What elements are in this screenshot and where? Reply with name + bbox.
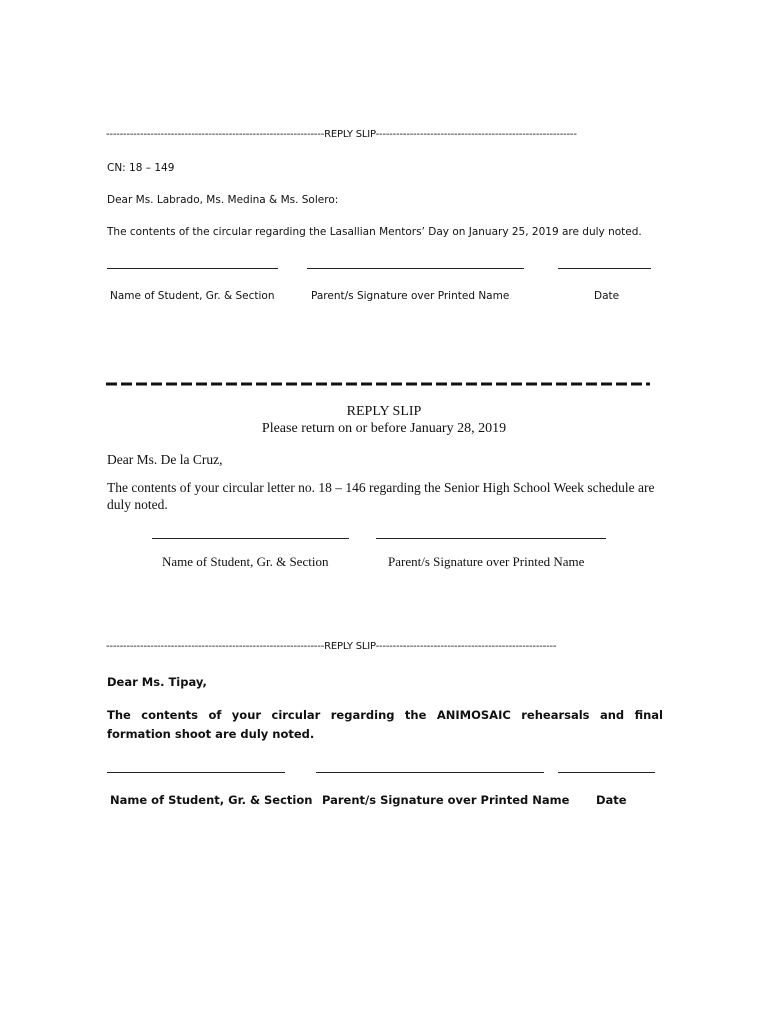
reply-slip-2-salutation: Dear Ms. De la Cruz, [107,452,223,467]
reply-slip-2-body: The contents of your circular letter no. 18 – 146 regarding the Senior High School Week schedule are duly noted. [107,480,655,512]
student-signature-line [152,538,349,539]
reply-slip-1-body: The contents of the circular regarding the Lasallian Mentors’ Day on January 25, 2019 are duly noted. [107,226,642,238]
reply-slip-1-header: ----------------------------------------------------------------REPLY SLIP----------------------------------------------------------- [106,129,577,140]
student-name-label: Name of Student, Gr. & Section [162,554,329,569]
date-line [558,772,655,773]
reply-slip-3-salutation: Dear Ms. Tipay, [107,675,207,689]
parent-signature-label: Parent/s Signature over Printed Name [322,793,570,807]
circular-number: CN: 18 – 149 [107,162,175,174]
reply-slip-1-salutation: Dear Ms. Labrado, Ms. Medina & Ms. Solero: [107,194,339,206]
student-name-label: Name of Student, Gr. & Section [110,290,275,302]
date-line [558,268,651,269]
reply-slip-3-body: The contents of your circular regarding the ANIMOSAIC rehearsals and final formation shoot are duly noted. [107,708,663,741]
parent-signature-line [376,538,606,539]
parent-signature-line [307,268,524,269]
date-label: Date [596,793,627,807]
reply-slip-2-title: REPLY SLIP [346,404,422,419]
reply-slip-3-header: ----------------------------------------------------------------REPLY SLIP----------------------------------------------------- [106,641,557,652]
date-label: Date [594,290,620,302]
student-signature-line [107,772,285,773]
student-name-label: Name of Student, Gr. & Section [110,793,313,807]
parent-signature-label: Parent/s Signature over Printed Name [388,554,585,569]
cut-line-divider [106,372,650,390]
parent-signature-label: Parent/s Signature over Printed Name [311,290,510,302]
reply-slip-2-deadline: Please return on or before January 28, 2019 [261,421,507,436]
student-signature-line [107,268,278,269]
parent-signature-line [316,772,544,773]
